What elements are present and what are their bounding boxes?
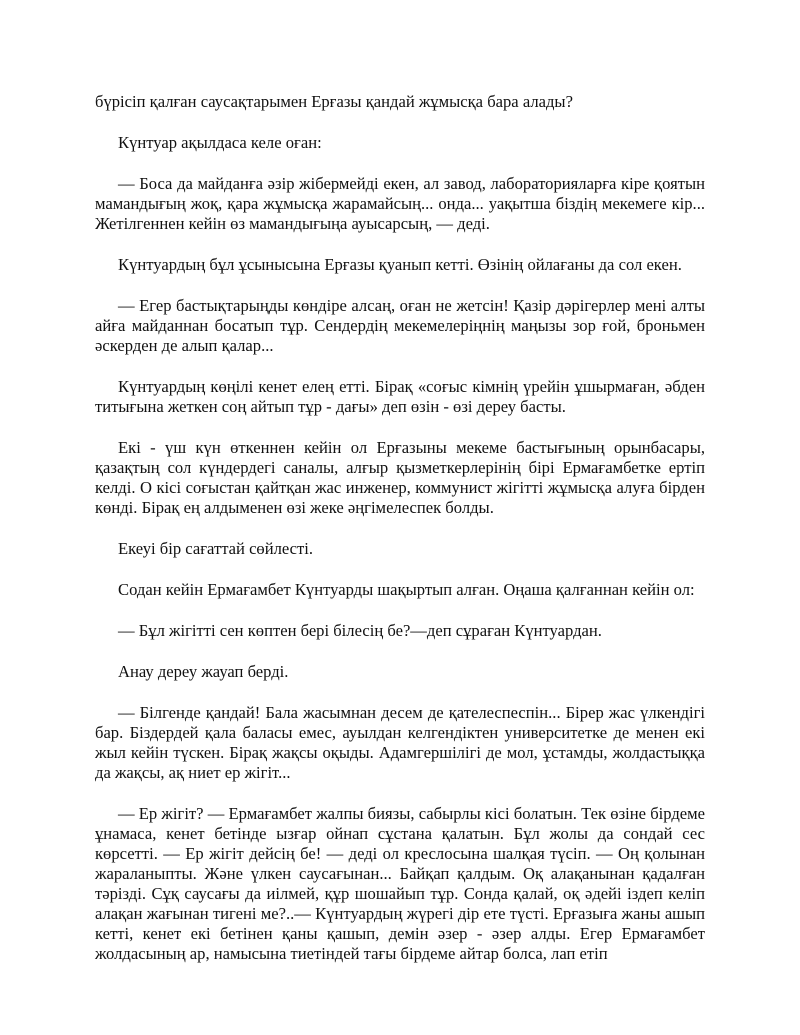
paragraph-1: бүрісіп қалған саусақтарымен Ерғазы қандай жұмысқа бара алады? xyxy=(95,92,573,111)
paragraph-5: — Егер бастықтарыңды көндіре алсаң, оған не жетсін! Қазір дәрігерлер мені алты айға майданнан босатып тұр. Сендердің мекемелеріңнің маңызы зор ғой, броньмен әскерден де алып қалар... xyxy=(95,296,705,355)
paragraph-11: Анау дереу жауап берді. xyxy=(118,662,289,681)
paragraph-8: Екеуі бір сағаттай сөйлесті. xyxy=(118,539,314,558)
paragraph-7: Екі - үш күн өткеннен кейін ол Ерғазыны мекеме бастығының орынбасары, қазақтың сол күндердегі саналы, алғыр қызметкерлерінің бірі Ермағамбетке ертіп келді. О кісі соғыстан қайтқан жас инженер, коммунист жігітті жұмысқа алуға бірден көнді. Бірақ ең алдыменен өзі жеке әңгімелеспек болды. xyxy=(95,438,705,517)
paragraph-3: — Боса да майданға әзір жібермейді екен, ал завод, лабораторияларға кіре қоятын мамандығың жоқ, қара жұмысқа жарамайсың... онда... уақытша біздің мекемеге кір... Жетілгеннен кейін өз мамандығыңа ауысарсың, — деді. xyxy=(95,174,705,233)
paragraph-4: Күнтуардың бұл ұсынысына Ерғазы қуанып кетті. Өзінің ойлағаны да сол екен. xyxy=(118,255,682,274)
paragraph-9: Содан кейін Ермағамбет Күнтуарды шақыртып алған. Оңаша қалғаннан кейін ол: xyxy=(118,580,695,599)
document-page xyxy=(95,92,705,985)
paragraph-10: — Бұл жігітті сен көптен бері білесің бе?—деп сұраған Күнтуардан. xyxy=(118,621,602,640)
paragraph-2: Күнтуар ақылдаса келе оған: xyxy=(118,133,322,152)
paragraph-13: — Ер жігіт? — Ермағамбет жалпы биязы, сабырлы кісі болатын. Тек өзіне бірдеме ұнамаса, кенет бетінде ызғар ойнап сұстана қалатын. Бұл жолы да сондай сес көрсетті. — Ер жігіт дейсің бе! — деді ол креслосына шалқая түсіп. — Оң қолынан жараланыпты. Және үлкен саусағынан... Байқап қалдым. Оқ алақанынан қадалған тәрізді. Сұқ саусағы да иілмей, құр шошайып тұр. Сонда қалай, оқ әдейі іздеп келіп алақан жағынан тигені ме?..— Күнтуардың жүрегі дір ете түсті. Ерғазыға жаны ашып кетті, кенет екі бетінен қаны қашып, демін әзер - әзер алды. Егер Ермағамбет жолдасының ар, намысына тиетіндей тағы бірдеме айтар болса, лап етіп xyxy=(95,804,705,963)
paragraph-12: — Білгенде қандай! Бала жасымнан десем де қателеспеспін... Бірер жас үлкендігі бар. Біздердей қала баласы емес, ауылдан келгендіктен университетке де менен екі жыл кейін түскен. Бірақ жақсы оқыды. Адамгершілігі де мол, ұстамды, жолдастыққа да жақсы, ақ ниет ер жігіт... xyxy=(95,703,705,782)
paragraph-6: Күнтуардың көңілі кенет елең етті. Бірақ «соғыс кімнің үрейін ұшырмаған, әбден титығына жеткен соң айтып тұр - дағы» деп өзін - өзі дереу басты. xyxy=(95,377,705,416)
